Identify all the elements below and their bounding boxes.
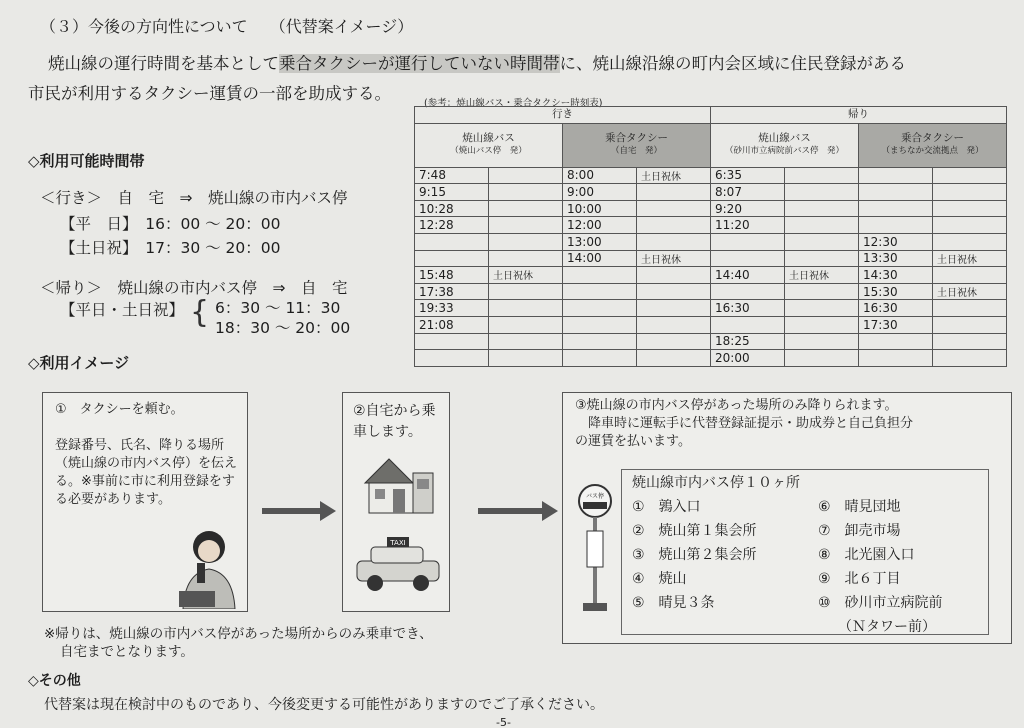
return-note-2: 自宅までとなります。 — [60, 644, 194, 660]
note-cell — [489, 300, 563, 317]
note-cell: 土日祝休 — [489, 267, 563, 284]
step-2-title: ②自宅から乗車します。 — [353, 403, 436, 440]
note-cell — [933, 350, 1007, 367]
time-cell: 14:40 — [711, 267, 785, 284]
note-cell — [785, 300, 859, 317]
note-cell — [933, 184, 1007, 201]
time-cell — [563, 333, 637, 350]
go-label: ＜行き＞ 自 宅 ⇒ 焼山線の市内バス停 — [40, 189, 348, 207]
note-cell: 土日祝休 — [933, 283, 1007, 300]
note-cell — [933, 200, 1007, 217]
note-cell — [489, 350, 563, 367]
step-2-box — [342, 392, 450, 612]
section-subtitle: （代替案イメージ） — [269, 17, 414, 36]
time-cell: 12:00 — [563, 217, 637, 234]
time-cell: 16:30 — [859, 300, 933, 317]
time-cell: 7:48 — [415, 167, 489, 184]
stop-item: ③ 焼山第２集会所 — [632, 547, 757, 563]
note-cell — [637, 184, 711, 201]
section-title-text: （３）今後の方向性について — [40, 17, 248, 36]
taxi-sign: TAXI — [390, 539, 406, 547]
table-row — [415, 250, 1007, 267]
bus-stop-sign: バス停 — [585, 493, 605, 500]
time-cell: 14:30 — [859, 267, 933, 284]
table-row — [415, 350, 1007, 367]
note-cell — [785, 200, 859, 217]
bus-stops-title: 焼山線市内バス停１０ヶ所 — [632, 475, 800, 491]
col-name: 乗合タクシー — [901, 132, 964, 145]
table-row — [415, 233, 1007, 250]
col-sub: （焼山バス停 発） — [450, 146, 527, 157]
table-row — [415, 184, 1007, 201]
note-cell: 土日祝休 — [637, 250, 711, 267]
time-cell: 13:00 — [563, 233, 637, 250]
note-cell — [933, 316, 1007, 333]
step-1-box — [42, 392, 248, 612]
section-title — [40, 14, 413, 37]
time-cell: 19:33 — [415, 300, 489, 317]
col-header-bus-return — [711, 123, 859, 167]
bus-stops-list — [621, 469, 989, 635]
time-cell: 12:28 — [415, 217, 489, 234]
timetable-body — [415, 167, 1007, 366]
note-cell — [785, 333, 859, 350]
return-note-1: ※帰りは、焼山線の市内バス停があった場所からのみ乗車でき、 — [44, 626, 433, 642]
note-cell — [637, 300, 711, 317]
time-cell: 15:48 — [415, 267, 489, 284]
step-1-body: 登録番号、氏名、降りる場所（焼山線の市内バス停）を伝える。※事前に市に利用登録をする必要があります。 — [55, 438, 238, 507]
time-cell: 12:30 — [859, 233, 933, 250]
note-cell — [933, 217, 1007, 234]
availability-heading: ◇利用可能時間帯 — [28, 152, 145, 170]
col-name: 焼山線バス — [758, 132, 811, 145]
intro-highlight: 乗合タクシーが運行していない時間帯 — [279, 54, 560, 73]
time-cell: 9:15 — [415, 184, 489, 201]
time-cell — [415, 333, 489, 350]
time-cell — [859, 184, 933, 201]
stop-item: ⑥ 晴見団地 — [818, 499, 901, 515]
time-cell — [563, 267, 637, 284]
time-cell — [859, 350, 933, 367]
time-cell: 15:30 — [859, 283, 933, 300]
step-3-box — [562, 392, 1012, 644]
time-cell: 20:00 — [711, 350, 785, 367]
table-row — [415, 283, 1007, 300]
arrow-right-icon — [262, 508, 322, 514]
note-cell — [637, 350, 711, 367]
time-cell — [711, 233, 785, 250]
timetable — [414, 106, 1007, 367]
time-cell: 10:28 — [415, 200, 489, 217]
intro-text-c: に、焼山線沿線の町内会区域に住民登録がある — [559, 54, 906, 73]
arrow-right-icon — [478, 508, 544, 514]
step-3-body-2: の運賃を払います。 — [575, 434, 691, 449]
note-cell — [637, 217, 711, 234]
note-cell — [785, 217, 859, 234]
brace-icon: { — [190, 295, 210, 330]
note-cell — [489, 250, 563, 267]
return-days: 【平日・土日祝】 — [60, 301, 185, 319]
note-cell — [489, 217, 563, 234]
note-cell — [933, 233, 1007, 250]
stop-item: ⑦ 卸売市場 — [818, 523, 901, 539]
col-sub: （砂川市立病院前バス停 発） — [724, 146, 844, 157]
time-cell: 9:00 — [563, 184, 637, 201]
time-cell: 9:20 — [711, 200, 785, 217]
return-range-1: 6：30 ～ 11：30 — [215, 299, 341, 317]
note-cell — [489, 316, 563, 333]
stop-item: ① 鶉入口 — [632, 499, 701, 515]
step-3-title: ③焼山線の市内バス停があった場所のみ降りられます。 — [575, 398, 898, 413]
col-sub: （自宅 発） — [610, 146, 662, 157]
time-cell — [415, 233, 489, 250]
time-cell: 21:08 — [415, 316, 489, 333]
note-cell — [933, 333, 1007, 350]
other-text: 代替案は現在検討中のものであり、今後変更する可能性がありますのでご了承ください。 — [44, 697, 604, 713]
col-sub: （まちなか交流拠点 発） — [881, 146, 984, 157]
time-cell — [859, 167, 933, 184]
table-row — [415, 333, 1007, 350]
note-cell — [637, 233, 711, 250]
note-cell — [489, 233, 563, 250]
stop-item: ② 焼山第１集会所 — [632, 523, 757, 539]
time-cell: 17:30 — [859, 316, 933, 333]
time-cell — [563, 300, 637, 317]
note-cell — [637, 283, 711, 300]
return-range-2: 18：30 ～ 20：00 — [215, 319, 351, 337]
note-cell — [933, 167, 1007, 184]
stop-item: ⑤ 晴見３条 — [632, 595, 715, 611]
note-cell — [933, 267, 1007, 284]
col-header-taxi-return — [859, 123, 1007, 167]
col-name: 焼山線バス — [462, 132, 515, 145]
page-number: -5- — [496, 716, 511, 728]
col-name: 乗合タクシー — [605, 132, 668, 145]
time-cell — [859, 200, 933, 217]
note-cell — [489, 184, 563, 201]
note-cell — [785, 283, 859, 300]
table-row — [415, 167, 1007, 184]
time-cell — [711, 316, 785, 333]
step-1-title: ① タクシーを頼む。 — [55, 402, 184, 417]
return-label: ＜帰り＞ 焼山線の市内バス停 ⇒ 自 宅 — [40, 279, 348, 297]
table-row — [415, 300, 1007, 317]
time-cell: 16:30 — [711, 300, 785, 317]
table-row — [415, 200, 1007, 217]
time-cell — [859, 333, 933, 350]
time-cell — [563, 283, 637, 300]
house-icon — [361, 453, 437, 517]
time-cell — [563, 350, 637, 367]
go-weekend-hours: 【土日祝】 17：30 ～ 20：00 — [60, 239, 281, 257]
stop-item-sub: （Ｎタワー前） — [838, 619, 936, 635]
note-cell — [489, 333, 563, 350]
note-cell — [933, 300, 1007, 317]
note-cell — [785, 233, 859, 250]
note-cell — [637, 333, 711, 350]
note-cell: 土日祝休 — [785, 267, 859, 284]
timetable-note: (参考：焼山線バス・乗合タクシー時刻表) — [424, 98, 603, 109]
note-cell — [489, 200, 563, 217]
note-cell — [489, 283, 563, 300]
timetable-return-header: 帰り — [711, 107, 1007, 124]
note-cell — [785, 167, 859, 184]
table-row — [415, 267, 1007, 284]
note-cell: 土日祝休 — [933, 250, 1007, 267]
intro-text-a: 焼山線の運行時間を基本として — [48, 54, 279, 73]
note-cell — [489, 167, 563, 184]
person-phone-icon — [171, 525, 247, 609]
time-cell: 11:20 — [711, 217, 785, 234]
other-heading: ◇その他 — [28, 673, 81, 689]
time-cell: 18:25 — [711, 333, 785, 350]
time-cell: 6:35 — [711, 167, 785, 184]
time-cell — [563, 316, 637, 333]
time-cell — [711, 250, 785, 267]
time-cell: 8:07 — [711, 184, 785, 201]
table-row — [415, 316, 1007, 333]
note-cell — [785, 250, 859, 267]
stop-item: ⑨ 北６丁目 — [818, 571, 901, 587]
time-cell: 13:30 — [859, 250, 933, 267]
stop-item: ⑧ 北光園入口 — [818, 547, 915, 563]
stop-item: ⑩ 砂川市立病院前 — [818, 595, 943, 611]
usage-heading: ◇利用イメージ — [28, 354, 130, 372]
time-cell — [415, 250, 489, 267]
time-cell: 14:00 — [563, 250, 637, 267]
note-cell — [637, 316, 711, 333]
note-cell — [637, 200, 711, 217]
note-cell — [637, 267, 711, 284]
note-cell — [785, 316, 859, 333]
time-cell — [711, 283, 785, 300]
time-cell — [859, 217, 933, 234]
timetable-go-header: 行き — [415, 107, 711, 124]
stop-item: ④ 焼山 — [632, 571, 687, 587]
note-cell — [785, 184, 859, 201]
bus-stop-icon — [577, 483, 613, 615]
col-header-taxi-go — [563, 123, 711, 167]
go-weekday-hours: 【平 日】 16：00 ～ 20：00 — [60, 215, 281, 233]
time-cell: 10:00 — [563, 200, 637, 217]
note-cell — [785, 350, 859, 367]
time-cell: 17:38 — [415, 283, 489, 300]
taxi-icon — [353, 533, 443, 595]
table-row — [415, 217, 1007, 234]
time-cell — [415, 350, 489, 367]
time-cell: 8:00 — [563, 167, 637, 184]
step-3-body-1: 降車時に運転手に代替登録証提示・助成券と自己負担分 — [575, 416, 914, 431]
col-header-bus-go — [415, 123, 563, 167]
note-cell: 土日祝休 — [637, 167, 711, 184]
intro-line-2: 市民が利用するタクシー運賃の一部を助成する。 — [28, 84, 391, 103]
intro-line-1 — [48, 50, 906, 74]
